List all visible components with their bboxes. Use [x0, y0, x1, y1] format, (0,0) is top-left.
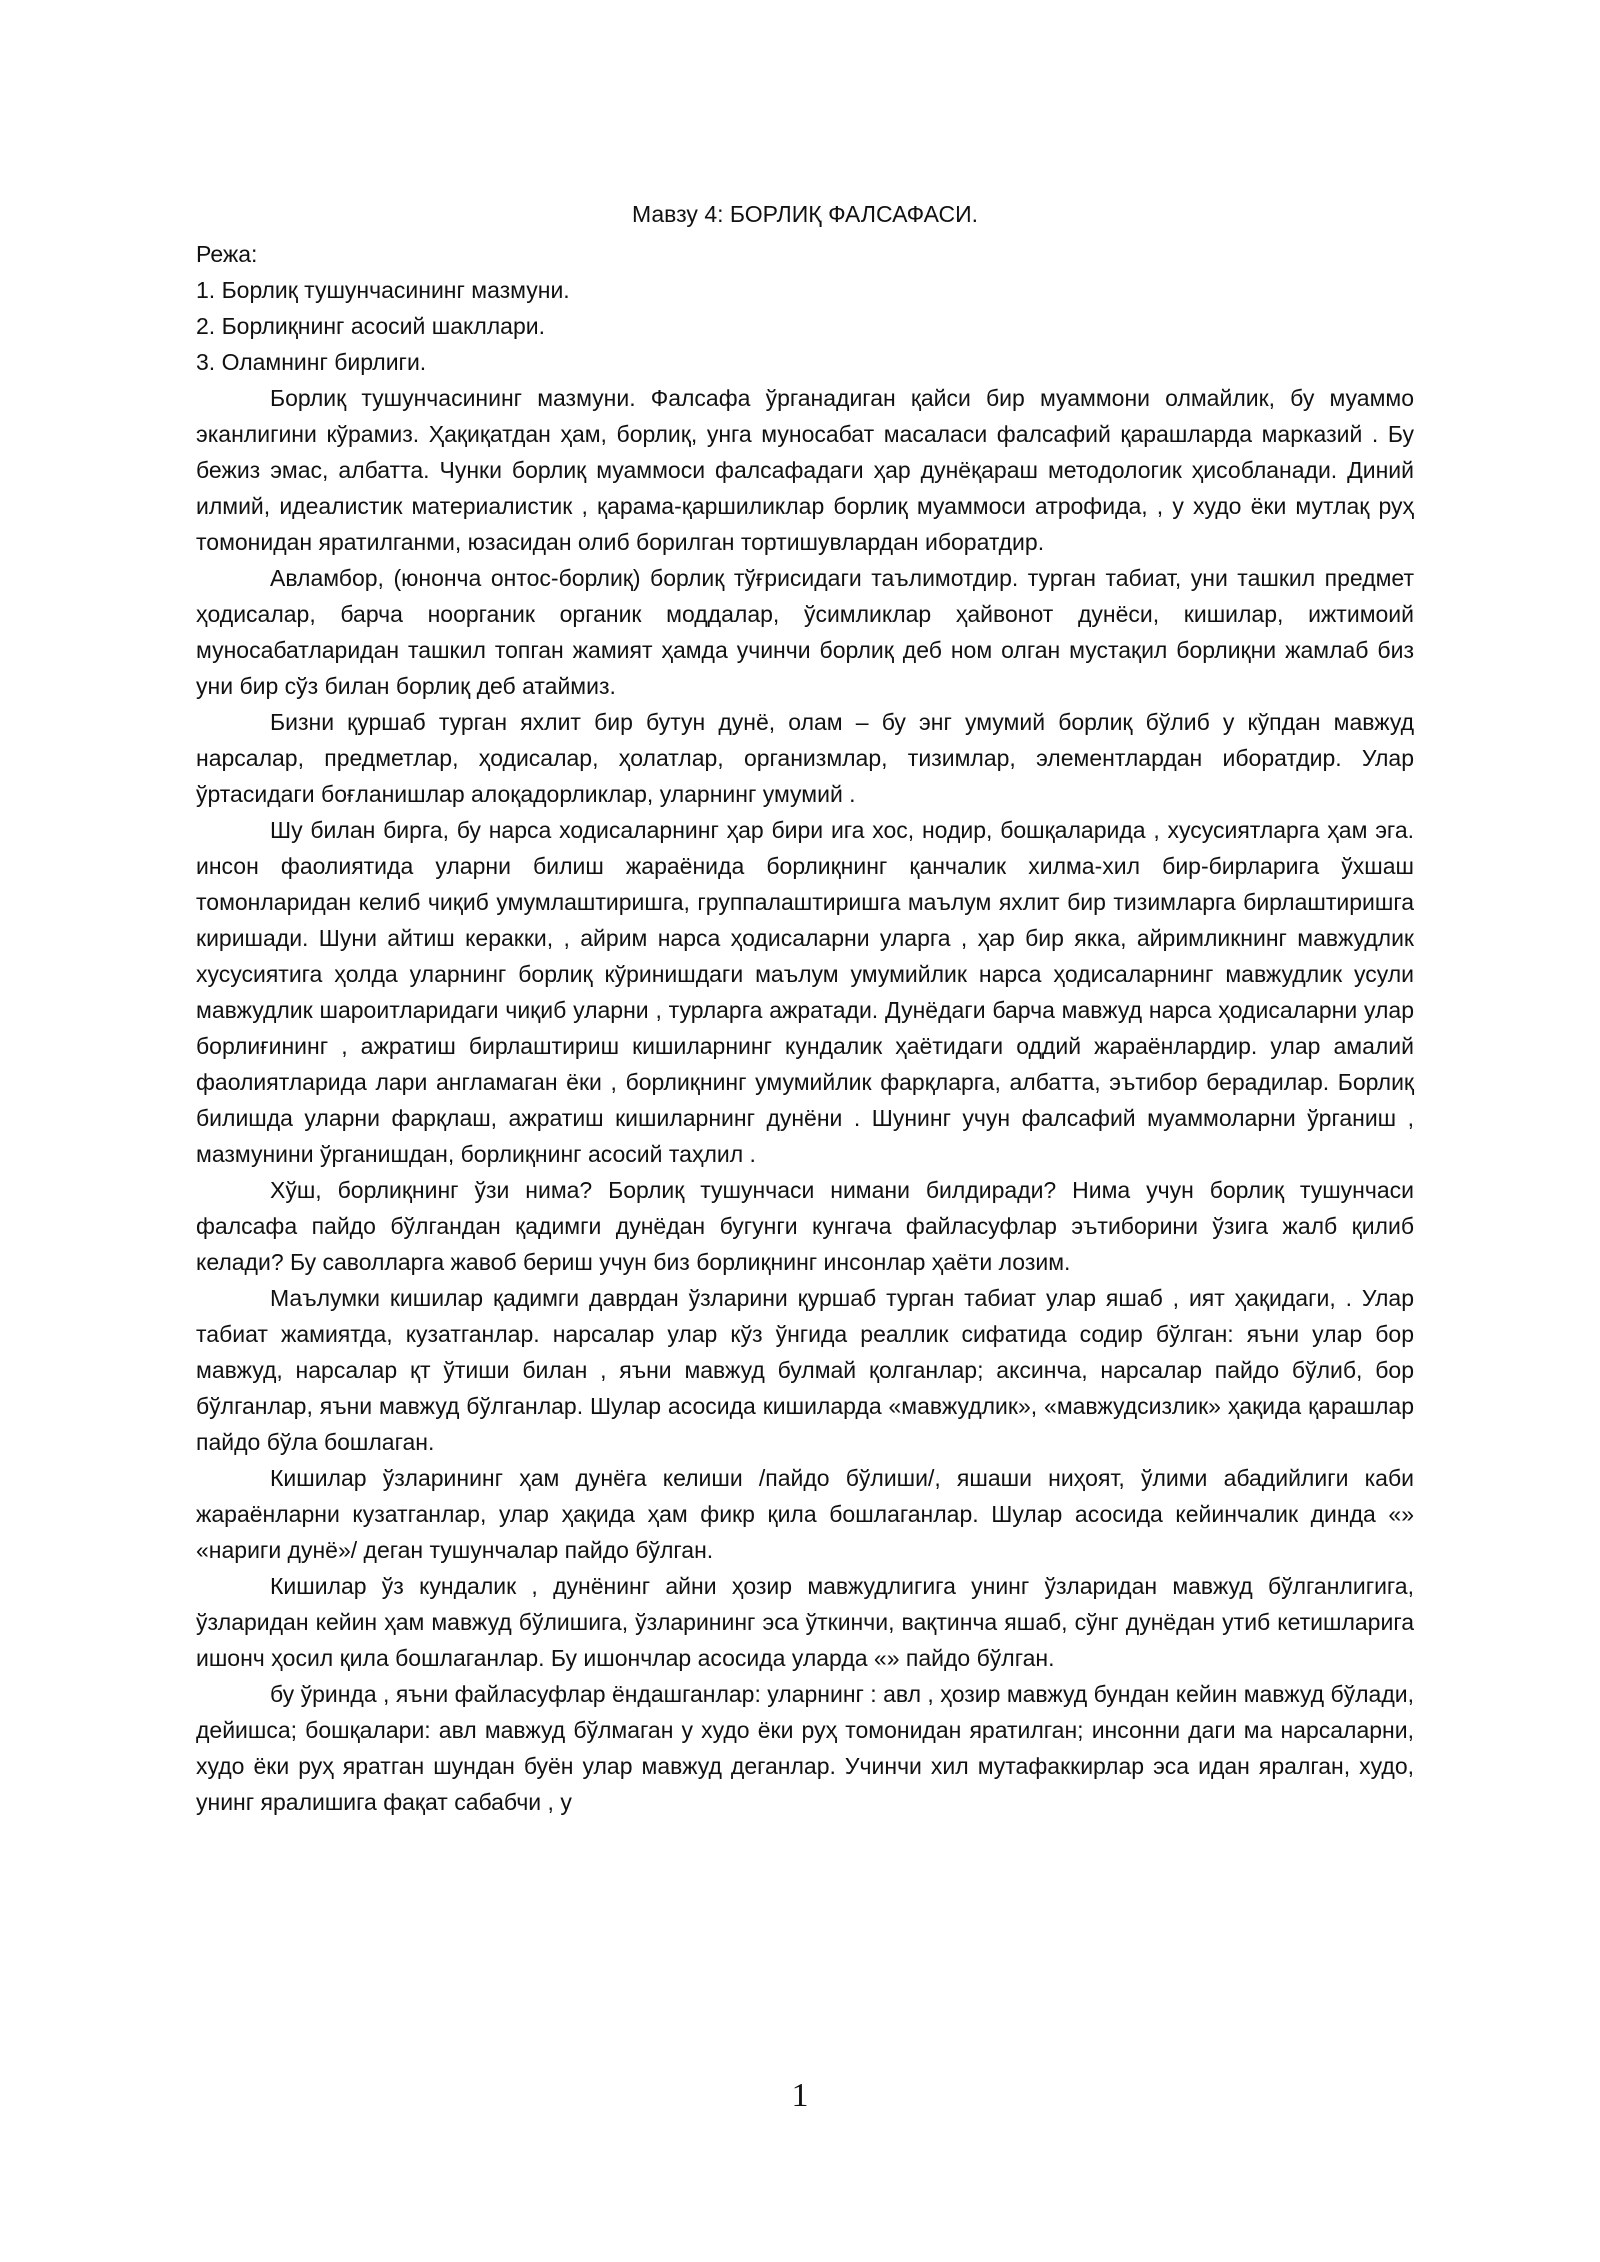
page-number: 1: [791, 2077, 809, 2114]
plan-item: 1. Борлиқ тушунчасининг мазмуни.: [196, 277, 570, 303]
plan-item: 3. Оламнинг бирлиги.: [196, 349, 427, 375]
body-paragraph: Авламбор, (юнонча онтос-борлиқ) борлиқ тўғрисидаги таълимотдир. турган табиат, уни ташкил предмет ҳодисалар, барча ноорганик органик моддалар, ўсимликлар ҳайвонот дунёси, кишилар, ижтимоий муносабатларидан ташкил топган жамият ҳамда учинчи борлиқ деб ном олган мустақил борлиқни жамлаб биз уни бир сўз билан борлиқ деб атаймиз.: [196, 565, 1414, 699]
body-paragraph: Борлиқ тушунчасининг мазмуни. Фалсафа ўрганадиган қайси бир муаммони олмайлик, бу муаммо эканлигини кўрамиз. Ҳақиқатдан ҳам, борлиқ, унга муносабат масаласи фалсафий қарашларда марказий . Бу бежиз эмас, албатта. Чунки борлиқ муаммоси фалсафадаги ҳар дунёқараш методологик ҳисобланади. Диний илмий, идеалистик материалистик , қарама-қаршиликлар борлиқ муаммоси атрофида, , у худо ёки мутлақ руҳ томонидан яратилганми, юзасидан олиб борилган тортишувлардан иборатдир.: [196, 385, 1414, 555]
body-paragraph: Маълумки кишилар қадимги даврдан ўзларини қуршаб турган табиат улар яшаб , ият ҳақидаги, . Улар табиат жамиятда, кузатганлар. нарсалар улар кўз ўнгида реаллик сифатида содир бўлган: яъни улар бор мавжуд, нарсалар қт ўтиши билан , яъни мавжуд булмай қолганлар; аксинча, нарсалар пайдо бўлиб, бор бўлганлар, яъни мавжуд бўлганлар. Шулар асосида кишиларда «мавжудлик», «мавжудсизлик» ҳақида қарашлар пайдо бўла бошлаган.: [196, 1285, 1414, 1455]
body-paragraph: бу ўринда , яъни файласуфлар ёндашганлар: уларнинг : авл , ҳозир мавжуд бундан кейин мавжуд бўлади, дейишса; бошқалари: авл мавжуд бўлмаган у худо ёки руҳ томонидан яратилган; инсонни даги ма нарсаларни, худо ёки руҳ яратган шундан буён улар мавжуд деганлар. Учинчи хил мутафаккирлар эса идан яралган, худо, унинг яралишига фақат сабабчи , у: [196, 1681, 1414, 1815]
body-paragraph: Хўш, борлиқнинг ўзи нима? Борлиқ тушунчаси нимани билдиради? Нима учун борлиқ тушунчаси фалсафа пайдо бўлгандан қадимги дунёдан бугунги кунгача файласуфлар эътиборини ўзига жалб қилиб келади? Бу саволларга жавоб бериш учун биз борлиқнинг инсонлар ҳаёти лозим.: [196, 1177, 1414, 1275]
body-paragraph: Кишилар ўзларининг ҳам дунёга келиши /пайдо бўлиши/, яшаши ниҳоят, ўлими абадийлиги каби жараёнларни кузатганлар, улар ҳақида ҳам фикр қила бошлаганлар. Шулар асосида кейинчалик динда «» «нариги дунё»/ деган тушунчалар пайдо бўлган.: [196, 1465, 1414, 1563]
page-title: Мавзу 4: БОРЛИҚ ФАЛСАФАСИ.: [631, 201, 979, 227]
body-paragraph: Кишилар ўз кундалик , дунёнинг айни ҳозир мавжудлигига унинг ўзларидан мавжуд бўлганлигига, ўзларидан кейин ҳам мавжуд бўлишига, ўзларининг эса ўткинчи, вақтинча яшаб, сўнг дунёдан утиб кетишларига ишонч ҳосил қила бошлаганлар. Бу ишончлар асосида уларда «» пайдо бўлган.: [196, 1573, 1414, 1671]
page-content: [196, 196, 1414, 1820]
plan-item: 2. Борлиқнинг асосий шакллари.: [196, 313, 545, 339]
body-paragraph: Шу билан бирга, бу нарса ходисаларнинг ҳар бири ига хос, нодир, бошқаларида , хусусиятларга ҳам эга. инсон фаолиятида уларни билиш жараёнида борлиқнинг қанчалик хилма-хил бир-бирларига ўхшаш томонларидан келиб чиқиб умумлаштиришга, группалаштиришга маълум яхлит бир тизимларга бирлаштиришга киришади. Шуни айтиш керакки, , айрим нарса ҳодисаларни уларга , ҳар бир якка, айримликнинг мавжудлик хусусиятига ҳолда уларнинг борлиқ кўринишдаги маълум умумийлик нарса ҳодисаларнинг мавжудлик усули мавжудлик шароитларидаги чиқиб уларни , турларга ажратади. Дунёдаги барча мавжуд нарса ҳодисаларни улар борлиғининг , ажратиш бирлаштириш кишиларнинг кундалик ҳаётидаги оддий жараёнлардир. улар амалий фаолиятларида лари англамаган ёки , борлиқнинг умумийлик фарқларга, албатта, эътибор берадилар. Борлиқ билишда уларни фарқлаш, ажратиш кишиларнинг дунёни . Шунинг учун фалсафий муаммоларни ўрганиш , мазмунини ўрганишдан, борлиқнинг асосий таҳлил .: [196, 817, 1414, 1167]
plan-heading: Режа:: [196, 241, 258, 267]
body-paragraph: Бизни қуршаб турган яхлит бир бутун дунё, олам – бу энг умумий борлиқ бўлиб у кўпдан мавжуд нарсалар, предметлар, ҳодисалар, ҳолатлар, организмлар, тизимлар, элементлардан иборатдир. Улар ўртасидаги боғланишлар алоқадорликлар, уларнинг умумий .: [196, 709, 1414, 807]
